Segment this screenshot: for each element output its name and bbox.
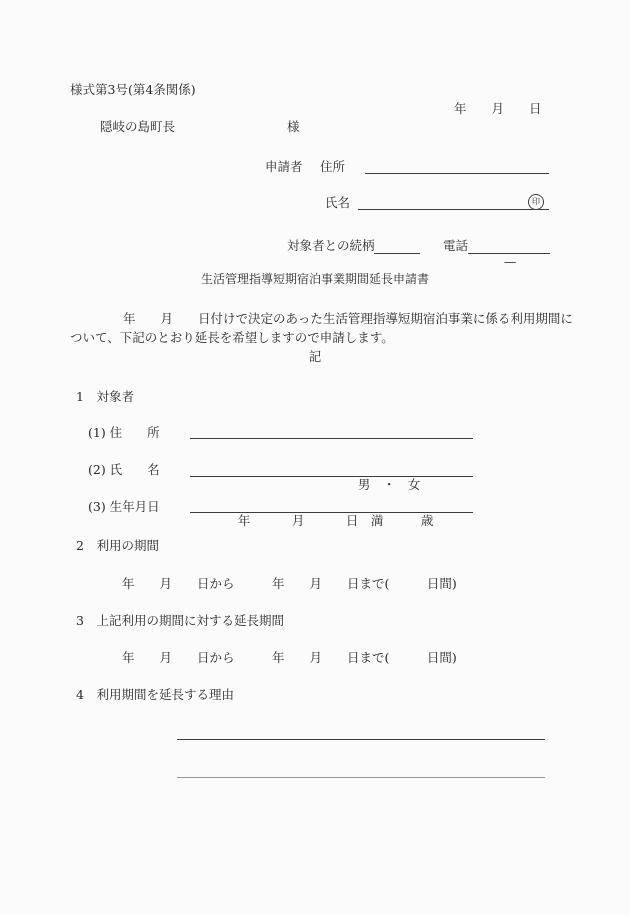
- phone-label: 電話: [443, 238, 469, 253]
- applicant-name-input-line[interactable]: [358, 195, 549, 210]
- phone-dash: —: [503, 254, 517, 269]
- field-address-label: (1) 住 所: [88, 425, 160, 440]
- form-number: 様式第3号(第4条関係): [70, 82, 196, 97]
- applicant-label: 申請者: [265, 159, 303, 174]
- body-line-1: 年 月 日付けで決定のあった生活管理指導短期宿泊事業に係る利用期間に: [123, 311, 573, 326]
- relationship-label: 対象者との続柄: [287, 238, 375, 253]
- birthdate-units: 年 月 日 満 歳: [237, 513, 434, 528]
- field-birthdate-label: (3) 生年月日: [88, 499, 160, 514]
- addressee-honorific: 様: [287, 119, 300, 134]
- section-4-heading: 4 利用期間を延長する理由: [76, 687, 234, 702]
- phone-input-line[interactable]: [468, 239, 550, 269]
- record-mark: 記: [308, 349, 322, 364]
- seal-text: 印: [532, 197, 540, 206]
- field-name-input-line[interactable]: [190, 462, 473, 492]
- applicant-address-input-line[interactable]: [365, 159, 549, 174]
- addressee: 隠岐の島町長: [100, 119, 176, 134]
- section-3-period: 年 月 日から 年 月 日まで( 日間): [122, 650, 457, 665]
- body-line-2: ついて、下記のとおり延長を希望しますので申請します。: [70, 330, 394, 345]
- field-birthdate-input-line[interactable]: [190, 498, 473, 528]
- section-3-heading: 3 上記利用の期間に対する延長期間: [76, 613, 284, 628]
- field-name-label: (2) 氏 名: [88, 462, 160, 477]
- field-address-input-line[interactable]: [190, 424, 473, 439]
- applicant-address-label: 住所: [320, 159, 346, 174]
- section-2-heading: 2 利用の期間: [76, 538, 159, 553]
- gender-options: 男 ・ 女: [357, 477, 421, 492]
- reason-input-line-1[interactable]: [177, 725, 545, 740]
- reason-input-line-2[interactable]: [177, 763, 545, 778]
- relationship-input-line[interactable]: [374, 239, 420, 254]
- seal-icon: [528, 194, 544, 210]
- section-2-period: 年 月 日から 年 月 日まで( 日間): [122, 576, 457, 591]
- document-title: 生活管理指導短期宿泊事業期間延長申請書: [200, 272, 429, 286]
- section-1-heading: 1 対象者: [76, 389, 134, 404]
- header-date: 年 月 日: [454, 101, 542, 116]
- applicant-name-label: 氏名: [325, 195, 351, 210]
